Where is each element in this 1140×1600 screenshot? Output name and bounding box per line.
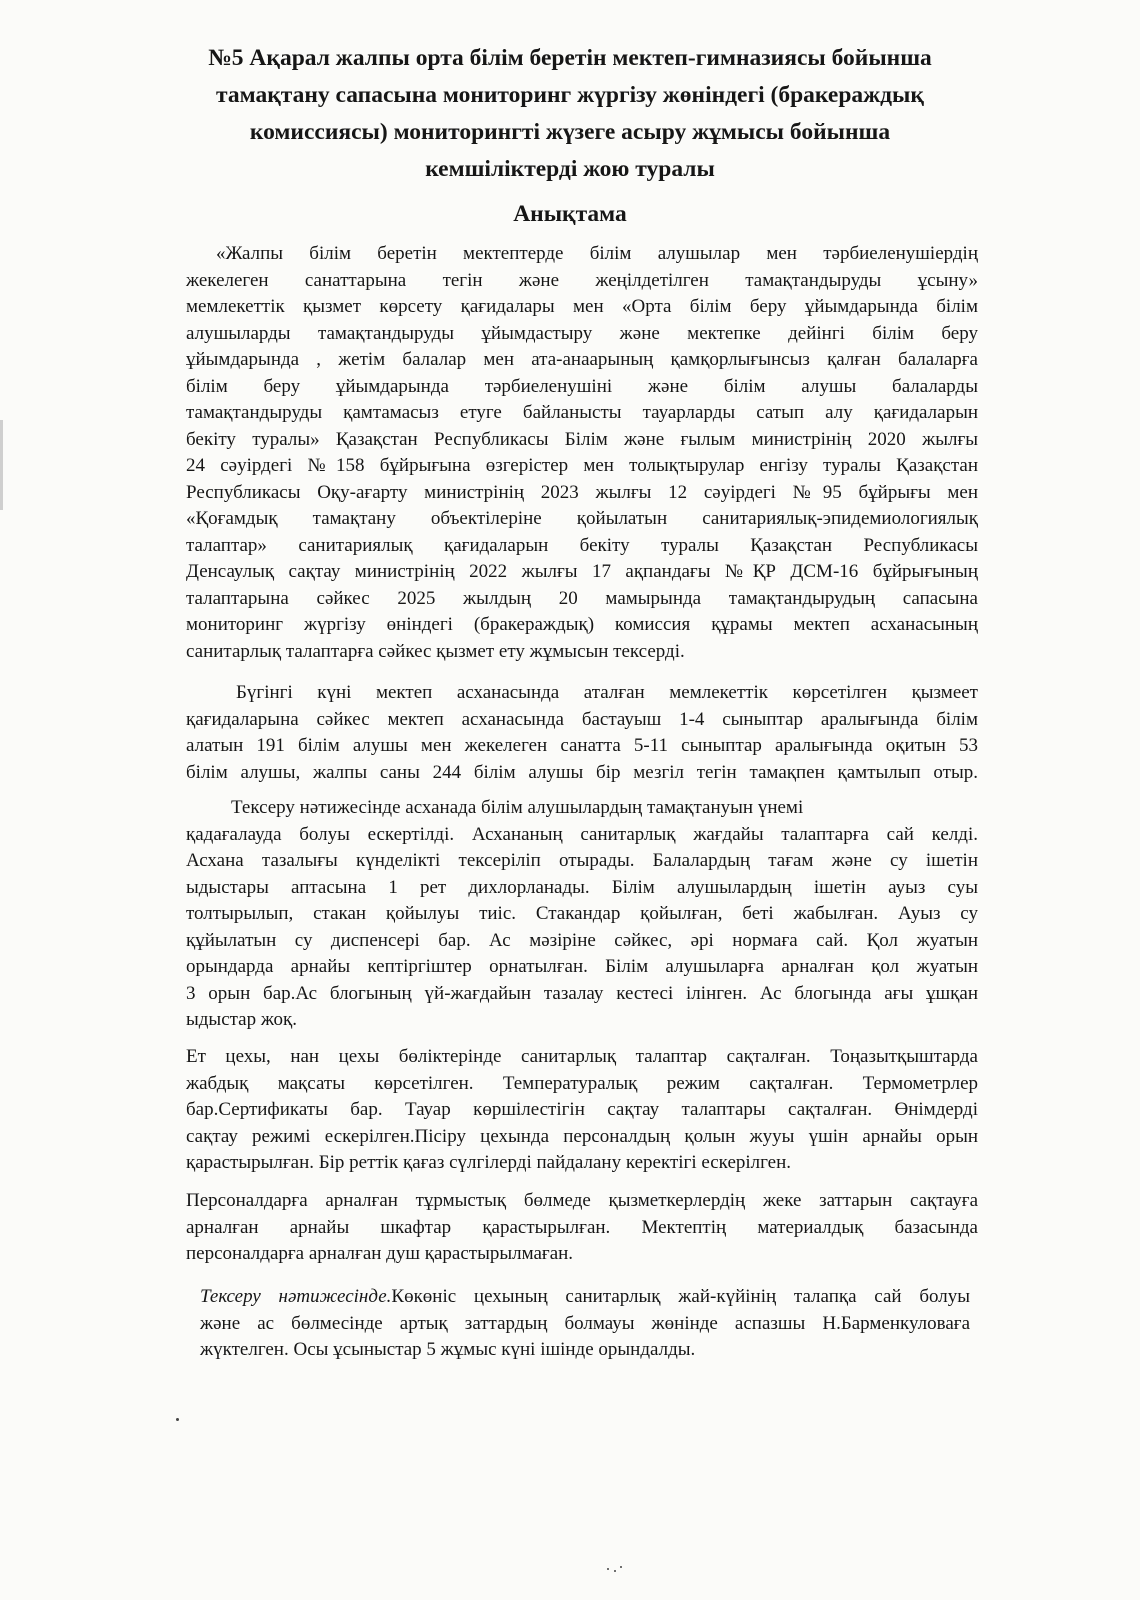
document-subtitle: Анықтама bbox=[513, 201, 627, 227]
scan-speck bbox=[620, 1566, 622, 1568]
paragraph-line: мониторинг жүргізу өніндегі (бракераждық) комиссия құрамы мектеп асханасының bbox=[186, 614, 978, 635]
title-line: комиссиясы) мониторингті жүзеге асыру жұмысы бойынша bbox=[249, 119, 891, 145]
scan-speck bbox=[614, 1570, 616, 1572]
paragraph-line: алушыларды тамақтандыруды ұйымдастыру және мектепке дейінгі білім беру bbox=[186, 322, 978, 344]
paragraph-line: жабдық мақсаты көрсетілген. Температуралық режим сақталған. Термометрлер bbox=[186, 1072, 978, 1094]
paragraph-line: мемлекеттік қызмет көрсету қағидалары мен «Орта білім беру ұйымдарында білім bbox=[186, 296, 978, 317]
paragraph-legal-basis bbox=[186, 241, 978, 665]
paragraph-conclusion bbox=[200, 1284, 970, 1364]
paragraph-line: және ас бөлмесінде артық заттардың болмауы жөнінде аспазшы Н.Барменкуловаға bbox=[200, 1312, 970, 1334]
paragraph-line: Республикасы Оқу-ағарту министрінің 2023 жылғы 12 сәуірдегі №95 бұйрығы мен bbox=[186, 481, 978, 503]
paragraph-line: тамақтандыруды қамтамасыз етуге байланысты тауарларды сатып алу қағидаларын bbox=[186, 402, 978, 423]
paragraph-line: бекіту туралы» Қазақстан Республикасы Білім және ғылым министрінің 2020 жылғы bbox=[186, 428, 978, 450]
paragraph-line: қағидаларына сәйкес мектеп асханасында бастауыш 1-4 сыныптар аралығында білім bbox=[186, 708, 978, 730]
paragraph-line: ұйымдарында , жетім балалар мен ата-анаарының қамқорлығынсыз қалған балаларға bbox=[186, 349, 978, 370]
conclusion-text: Көкөніс цехының санитарлық жай-күйінің талапқа сай болуы bbox=[391, 1286, 970, 1307]
paragraph-inspection-results bbox=[186, 795, 978, 1034]
paragraph-line: сақтау режимі ескерілген.Пісіру цехында персоналдың қолын жууы үшін арнайы орын bbox=[186, 1125, 978, 1147]
title-line: кемшіліктерді жою туралы bbox=[425, 156, 715, 182]
paragraph-line: қадағалауда болуы ескертілді. Асхананың санитарлық жағдайы талаптарға сай келді. bbox=[186, 823, 978, 845]
conclusion-lead: Тексеру нәтижесінде. bbox=[200, 1286, 392, 1307]
paragraph-line: Асхана тазалығы күнделікті тексеріліп отырады. Балалардың тағам және су ішетін bbox=[186, 850, 978, 871]
document-title bbox=[150, 40, 990, 188]
paragraph-line: орындарда арнайы кептіргіштер орнатылған. Білім алушыларға арналған қол жуатын bbox=[186, 956, 978, 977]
paragraph-line: Бүгінгі күні мектеп асханасында аталған мемлекеттік көрсетілген қызмеет bbox=[236, 682, 978, 703]
paragraph-line: Денсаулық сақтау министрінің 2022 жылғы 17 ақпандағы №ҚР ДСМ-16 бұйрығының bbox=[186, 561, 978, 582]
paragraph-line: бар.Сертификаты бар. Тауар көршілестігін сақтау талаптары сақталған. Өнімдерді bbox=[186, 1099, 978, 1120]
paragraph-line bbox=[200, 1284, 970, 1311]
paragraph-line: жекелеген санаттарына тегін және жеңілдетілген тамақтандыруды ұсыну» bbox=[186, 269, 978, 291]
scan-speck bbox=[607, 1568, 609, 1570]
paragraph-line: талаптар» санитариялық қағидаларын бекіту туралы Қазақстан Республикасы bbox=[186, 534, 978, 556]
paragraph-line: «Қоғамдық тамақтану объектілеріне қойылатын санитариялық-эпидемиологиялық bbox=[186, 508, 978, 529]
paragraph-line: ыдыстар жоқ. bbox=[186, 1009, 297, 1030]
paragraph-line: алатын 191 білім алушы мен жекелеген санатта 5-11 сыныптар аралығында оқитын 53 bbox=[186, 735, 978, 756]
paragraph-workshops bbox=[186, 1044, 978, 1177]
title-line: №5 Ақарал жалпы орта білім беретін мектеп-гимназиясы бойынша bbox=[208, 45, 932, 71]
paragraph-line: санитарлық талаптарға сәйкес қызмет ету жұмысын тексерді. bbox=[186, 640, 685, 662]
paragraph-staff-room bbox=[186, 1188, 978, 1268]
paragraph-line: 24 сәуірдегі №158 бұйрығына өзгерістер мен толықтырулар енгізу туралы Қазақстан bbox=[186, 455, 978, 476]
paragraph-line: білім алушы, жалпы саны 244 білім алушы бір мезгіл тегін тамақпен қамтылып отыр. bbox=[186, 761, 978, 783]
paragraph-line: персоналдарға арналған душ қарастырылмаған. bbox=[186, 1243, 574, 1264]
paragraph-line: ыдыстары аптасына 1 рет дихлорланады. Білім алушылардың ішетін ауыз суы bbox=[186, 876, 978, 898]
paragraph-line: «Жалпы білім беретін мектептерде білім алушылар мен тәрбиеленушіердің bbox=[216, 243, 978, 264]
paragraph-line: қарастырылған. Бір реттік қағаз сүлгілерді пайдалану керектігі ескерілген. bbox=[186, 1152, 792, 1173]
paragraph-line: Персоналдарға арналған тұрмыстық бөлмеде қызметкерлердің жеке заттарын сақтауға bbox=[186, 1190, 978, 1211]
paragraph-line: 3 орын бар.Ас блогының үй-жағдайын тазалау кестесі ілінген. Ас блогында ағы ұшқан bbox=[186, 982, 978, 1004]
paragraph-line: Ет цехы, нан цехы бөліктерінде санитарлық талаптар сақталған. Тоңазытқыштарда bbox=[186, 1046, 978, 1067]
paragraph-line: толтырылып, стакан қойылуы тиіс. Стакандар қойылған, беті жабылған. Ауыз су bbox=[186, 903, 978, 924]
scan-speck bbox=[176, 1418, 179, 1421]
paragraph-line: талаптарына сәйкес 2025 жылдың 20 мамырында тамақтандырудың сапасына bbox=[186, 587, 978, 609]
paragraph-line: Тексеру нәтижесінде асханада білім алушылардың тамақтануын үнемі bbox=[231, 797, 804, 818]
paragraph-line: білім беру ұйымдарында тәрбиеленушіні және білім алушы балаларды bbox=[186, 375, 978, 397]
paragraph-student-count bbox=[186, 680, 978, 786]
scan-edge-mark bbox=[0, 420, 3, 510]
paragraph-line: арналған арнайы шкафтар қарастырылған. Мектептің материалдық базасында bbox=[186, 1216, 978, 1238]
paragraph-line: жүктелген. Осы ұсыныстар 5 жұмыс күні ішінде орындалды. bbox=[200, 1339, 696, 1360]
title-line: тамақтану сапасына мониторинг жүргізу жөніндегі (бракераждық bbox=[216, 82, 924, 108]
paragraph-line: құйылатын су диспенсері бар. Ас мәзіріне сәйкес, әрі нормаға сай. Қол жуатын bbox=[186, 929, 978, 951]
